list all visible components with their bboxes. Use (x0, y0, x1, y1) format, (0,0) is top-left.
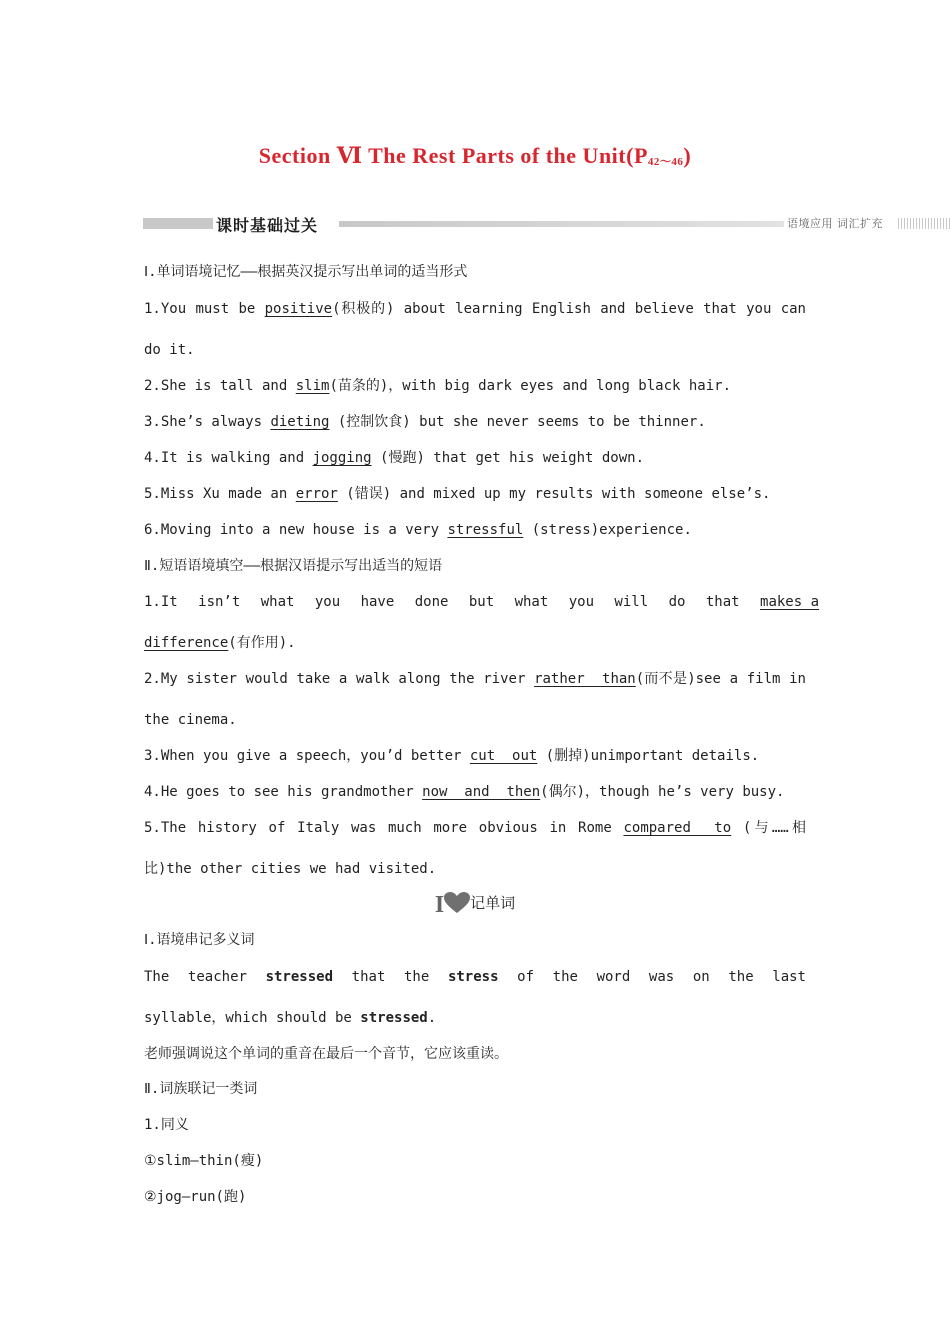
part4-subheading: 1.同义 (144, 1117, 189, 1133)
banner-bar-middle (339, 221, 784, 227)
answer-jogging: jogging (312, 450, 372, 466)
answer-stressful: stressful (447, 522, 524, 538)
answer-cut-out: cut out (469, 748, 538, 764)
answer-slim: slim (295, 378, 330, 394)
part2-q5-line2: 比)the other cities we had visited. (144, 861, 437, 877)
part2-q4: 4.He goes to see his grandmother now and then(偶尔)，though he’s very busy. (144, 784, 785, 800)
title-text: Section Ⅵ The Rest Parts of the Unit(P (258, 143, 648, 168)
part1-q6: 6.Moving into a new house is a very stressful (stress)experience. (144, 522, 692, 538)
bold-stressed-1: stressed (265, 969, 334, 985)
answer-compared-to: compared to (623, 820, 732, 836)
part1-q3: 3.She’s always dieting (控制饮食) but she never seems to be thinner. (144, 414, 706, 430)
part1-q1-line2: do it. (144, 342, 195, 358)
part1-heading: Ⅰ.单词语境记忆——根据英汉提示写出单词的适当形式 (144, 264, 468, 280)
banner-right-text: 语境应用 词汇扩充 (787, 217, 883, 230)
title-close: ) (683, 143, 692, 168)
bold-stress: stress (447, 969, 499, 985)
part2-q2-line1: 2.My sister would take a walk along the river rather than(而不是)see a film in (144, 671, 806, 687)
bold-stressed-2: stressed (360, 1010, 428, 1026)
part3-sentence-line2: syllable，which should be stressed. (144, 1010, 437, 1026)
banner-bar-left (143, 218, 213, 229)
part3-heading: Ⅰ.语境串记多义词 (144, 932, 255, 948)
answer-dieting: dieting (270, 414, 330, 430)
part1-q2: 2.She is tall and slim(苗条的)，with big dark eyes and long black hair. (144, 378, 732, 394)
part3-chinese: 老师强调说这个单词的重音在最后一个音节，它应该重读。 (144, 1046, 508, 1062)
answer-error: error (295, 486, 338, 502)
part2-q1-line1: 1.It isn’t what you have done but what you will do that makes a (144, 594, 820, 610)
logo-letter-i: I (434, 892, 445, 918)
part1-q4: 4.It is walking and jogging (慢跑) that get his weight down. (144, 450, 645, 466)
part2-q5-line1: 5.The history of Italy was much more obvious in Rome compared to (与……相 (144, 820, 806, 836)
part2-q1-line2: difference(有作用). (144, 635, 296, 651)
answer-makes-a: makes a (760, 594, 820, 610)
part2-heading: Ⅱ.短语语境填空——根据汉语提示写出适当的短语 (144, 558, 443, 574)
part4-item-1: ①slim—thin(瘦) (144, 1153, 264, 1169)
answer-rather-than: rather than (534, 671, 636, 687)
part2-q3: 3.When you give a speech，you’d better cut out (删掉)unimportant details. (144, 748, 760, 764)
answer-now-and-then: now and then (422, 784, 541, 800)
banner-stripes (898, 218, 950, 229)
answer-difference: difference (144, 635, 229, 651)
lesson-banner (143, 212, 883, 236)
part1-q1-line1: 1.You must be positive(积极的) about learning English and believe that you can (144, 301, 806, 317)
part4-item-2: ②jog—run(跑) (144, 1189, 247, 1205)
vocab-logo (0, 892, 950, 918)
part1-q5: 5.Miss Xu made an error (错误) and mixed up my results with someone else’s. (144, 486, 771, 502)
part2-q2-line2: the cinema. (144, 712, 237, 728)
part4-heading: Ⅱ.词族联记一类词 (144, 1081, 258, 1097)
heart-icon (444, 892, 470, 914)
answer-positive: positive (264, 301, 333, 317)
section-title (0, 143, 950, 169)
title-page-range: 42～46 (647, 156, 684, 168)
part3-sentence-line1: The teacher stressed that the stress of the word was on the last (144, 969, 806, 985)
logo-text: 记单词 (470, 894, 516, 912)
banner-label: 课时基础过关 (216, 216, 319, 235)
